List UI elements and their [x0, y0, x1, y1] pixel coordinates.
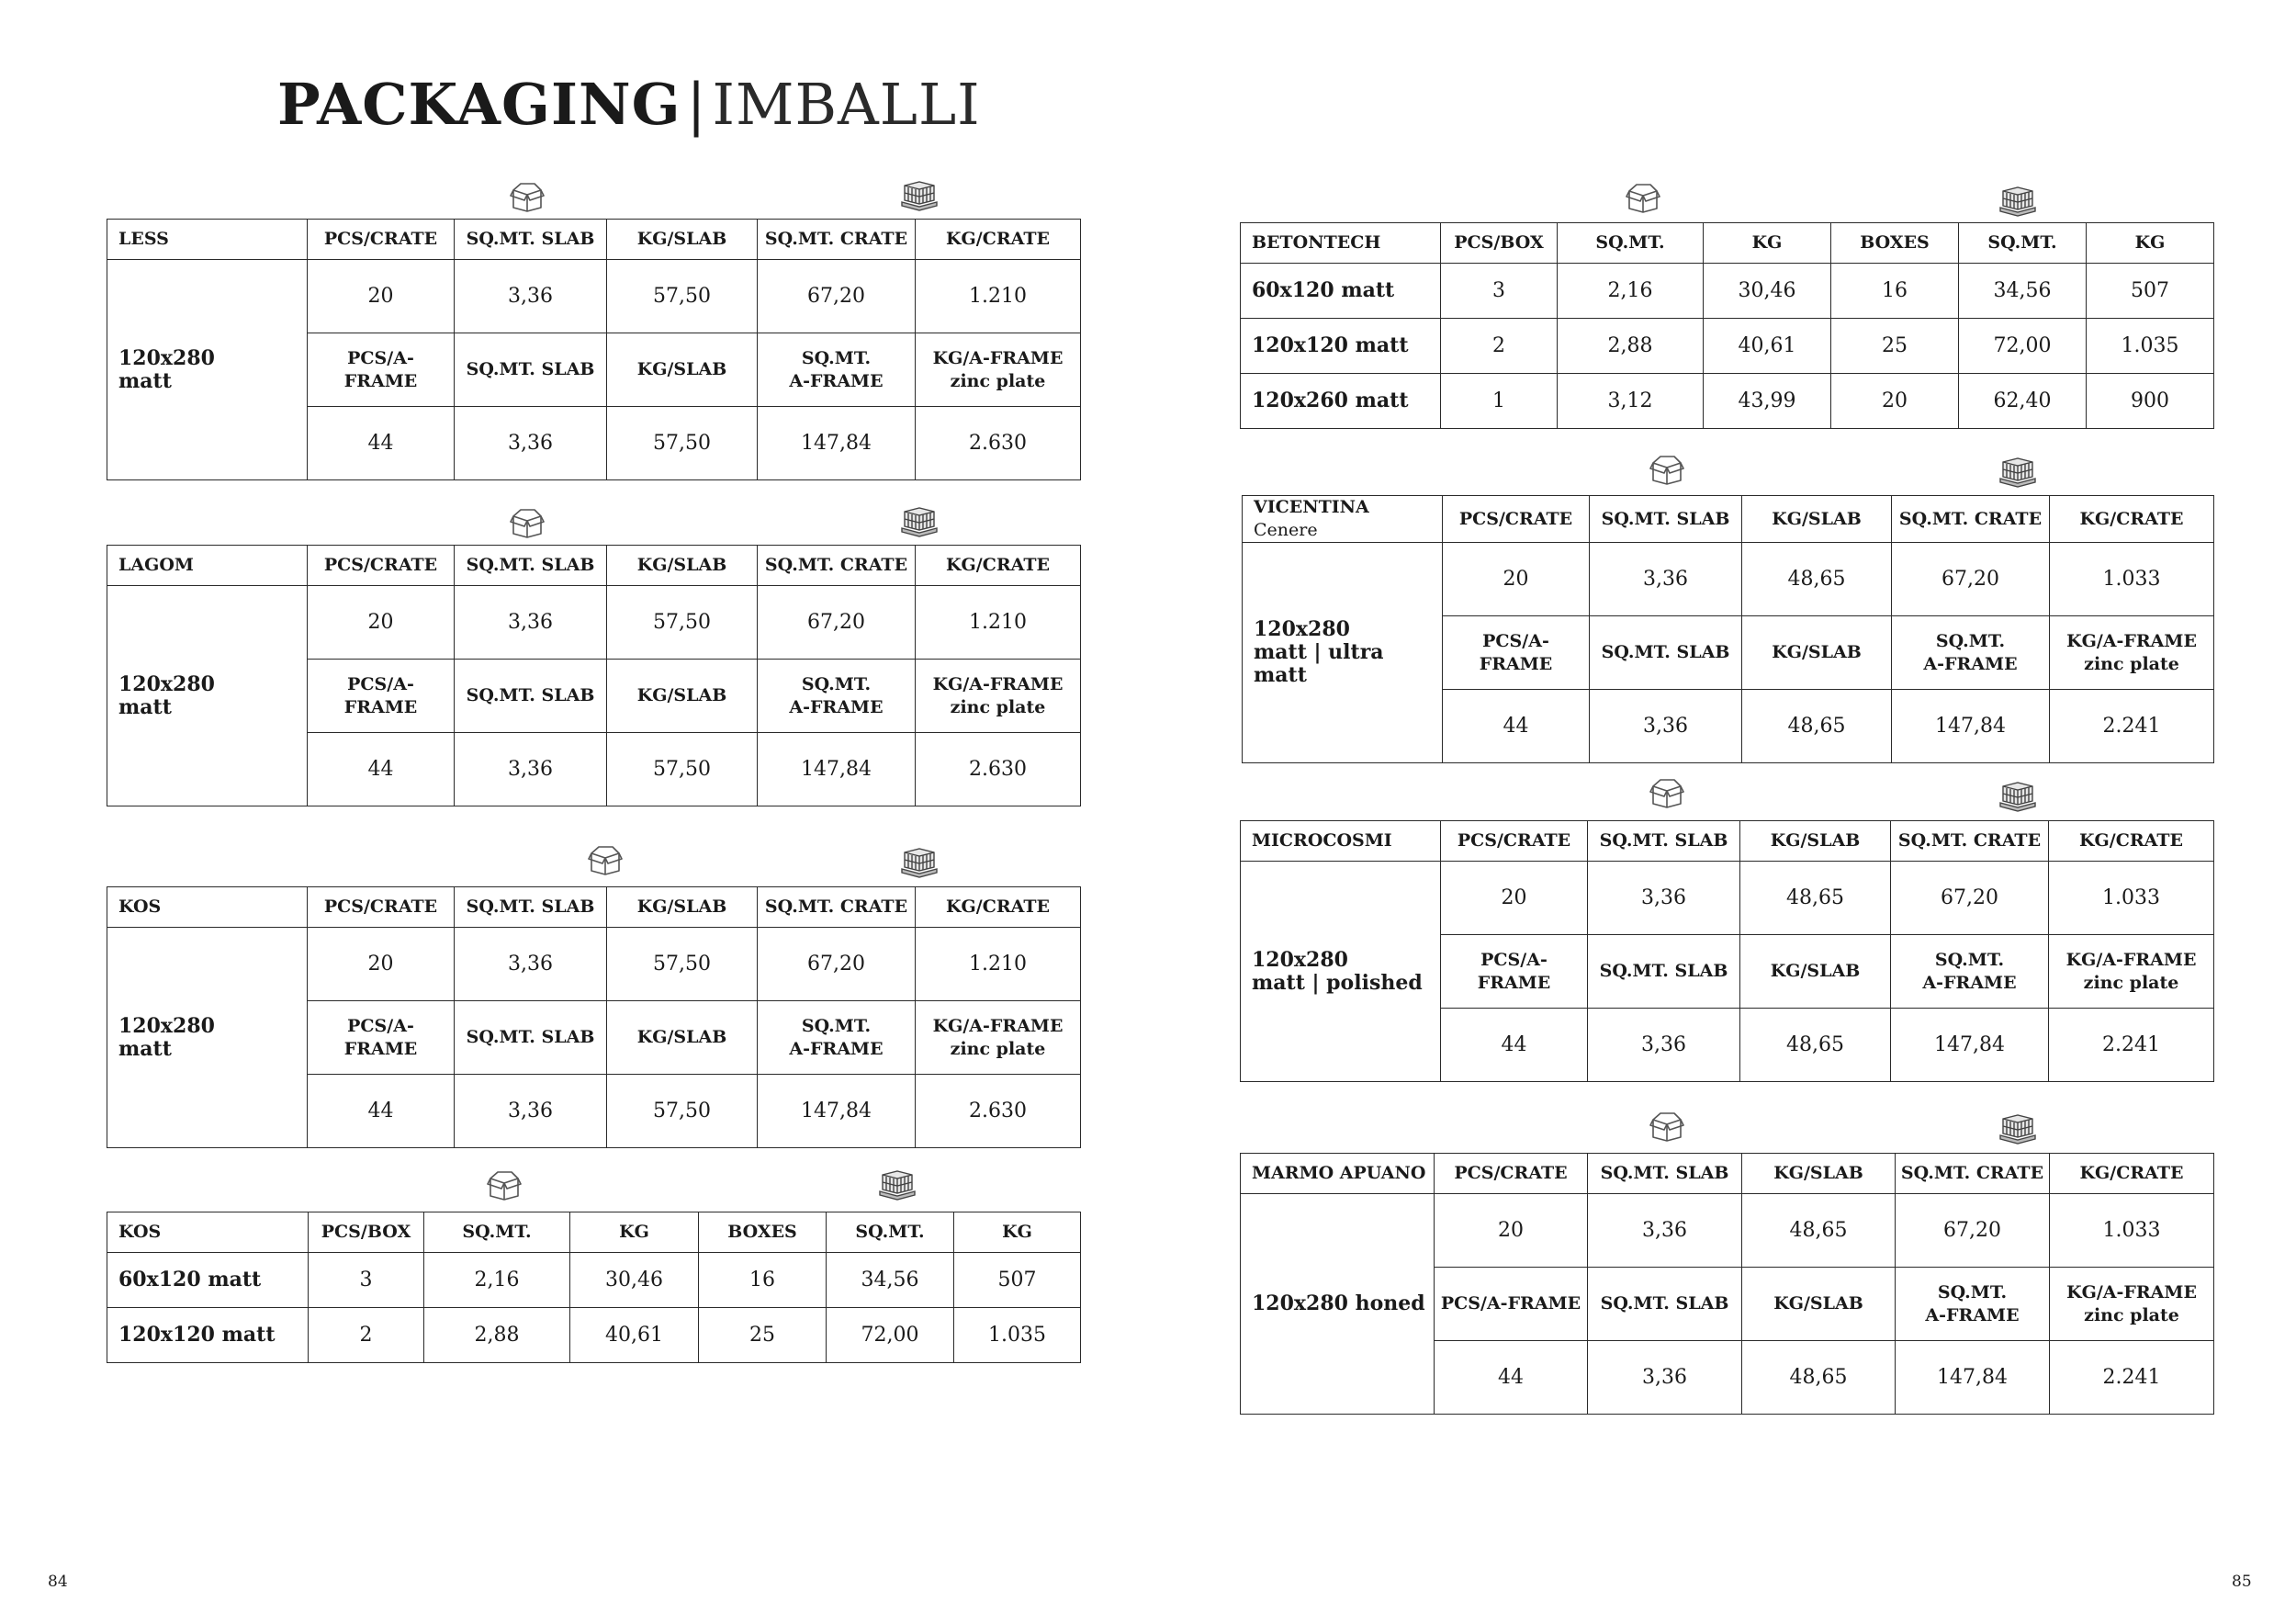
value-cell: 43,99	[1704, 374, 1831, 429]
value-cell: 3,36	[1588, 862, 1740, 935]
col-header: SQ.MT. SLAB	[455, 220, 607, 260]
box-icon	[1626, 182, 1660, 213]
col-header: SQ.MT. CRATE	[1891, 821, 2049, 862]
col-header: KG/SLAB	[1740, 821, 1891, 862]
value-cell: 2.630	[916, 1075, 1081, 1148]
value-cell: 1	[1441, 374, 1558, 429]
value-cell: 3,36	[455, 260, 607, 333]
value-cell: 20	[308, 586, 455, 660]
product-name	[1243, 496, 1443, 543]
value-cell: 3,36	[1588, 1194, 1742, 1268]
value-cell: 900	[2087, 374, 2214, 429]
value-cell: 1.035	[2087, 319, 2214, 374]
col-header: PCS/CRATE	[308, 546, 455, 586]
value-cell: 20	[1443, 543, 1590, 616]
sub-header: SQ.MT. SLAB	[455, 1001, 607, 1075]
pallet-icon	[900, 506, 939, 537]
sub-header: PCS/A-FRAME	[1435, 1268, 1588, 1341]
value-cell: 147,84	[1892, 690, 2050, 763]
format-cell	[107, 260, 308, 480]
sub-header: KG/A-FRAME zinc plate	[916, 1001, 1081, 1075]
value-cell: 147,84	[1896, 1341, 2050, 1415]
col-header: SQ.MT. SLAB	[1588, 1154, 1742, 1194]
value-cell: 3,36	[455, 1075, 607, 1148]
format-size: 120x280	[118, 345, 215, 370]
value-cell: 16	[699, 1253, 827, 1308]
sub-header: KG/A-FRAME zinc plate	[916, 333, 1081, 407]
value-cell: 57,50	[607, 407, 758, 480]
sub-header: SQ.MT. SLAB	[1588, 1268, 1742, 1341]
col-header: SQ.MT. CRATE	[1896, 1154, 2050, 1194]
col-header: KG/CRATE	[916, 220, 1081, 260]
value-cell: 3,36	[455, 733, 607, 806]
value-cell: 40,61	[1704, 319, 1831, 374]
table-lagom	[107, 545, 1081, 806]
col-header: KG/CRATE	[916, 887, 1081, 928]
value-cell: 67,20	[758, 928, 916, 1001]
col-header: PCS/CRATE	[1441, 821, 1588, 862]
sub-header: PCS/A-FRAME	[308, 1001, 455, 1075]
product-name: KOS	[107, 1212, 309, 1253]
table-marmo-apuano	[1240, 1153, 2214, 1415]
col-header: PCS/CRATE	[308, 220, 455, 260]
table-betontech	[1240, 222, 2214, 429]
col-header: KG/CRATE	[2049, 821, 2214, 862]
sub-header: KG/SLAB	[1742, 1268, 1896, 1341]
sub-header: KG/SLAB	[607, 1001, 758, 1075]
value-cell: 67,20	[1892, 543, 2050, 616]
value-cell: 3,12	[1558, 374, 1704, 429]
col-header: SQ.MT. CRATE	[758, 220, 916, 260]
format-size: 120x280 honed	[1252, 1291, 1425, 1315]
sub-header: KG/A-FRAME zinc plate	[2050, 1268, 2214, 1341]
value-cell: 3	[1441, 264, 1558, 319]
value-cell: 2.630	[916, 407, 1081, 480]
value-cell: 48,65	[1742, 543, 1892, 616]
sub-header: SQ.MT. A-FRAME	[1896, 1268, 2050, 1341]
value-cell: 72,00	[1959, 319, 2087, 374]
sub-header: SQ.MT. A-FRAME	[1891, 935, 2049, 1009]
value-cell: 2.241	[2049, 1009, 2214, 1082]
value-cell: 147,84	[1891, 1009, 2049, 1082]
value-cell: 34,56	[1959, 264, 2087, 319]
col-header: SQ.MT. SLAB	[1590, 496, 1742, 543]
col-header: BOXES	[1831, 223, 1959, 264]
col-header: PCS/CRATE	[1443, 496, 1590, 543]
value-cell: 25	[1831, 319, 1959, 374]
value-cell: 3,36	[1588, 1341, 1742, 1415]
value-cell: 67,20	[758, 260, 916, 333]
box-icon	[510, 181, 545, 212]
col-header: SQ.MT. SLAB	[455, 546, 607, 586]
value-cell: 2	[309, 1308, 424, 1363]
value-cell: 62,40	[1959, 374, 2087, 429]
sub-header: PCS/A-FRAME	[1443, 616, 1590, 690]
value-cell: 44	[308, 733, 455, 806]
value-cell: 72,00	[827, 1308, 954, 1363]
col-header: PCS/CRATE	[308, 887, 455, 928]
title-bold: PACKAGING	[277, 71, 681, 138]
value-cell: 44	[1441, 1009, 1588, 1082]
value-cell: 20	[308, 928, 455, 1001]
pallet-icon	[1998, 186, 2037, 217]
value-cell: 3,36	[455, 407, 607, 480]
col-header: KG/SLAB	[1742, 496, 1892, 543]
value-cell: 1.210	[916, 928, 1081, 1001]
col-header: PCS/CRATE	[1435, 1154, 1588, 1194]
col-header: SQ.MT.	[1959, 223, 2087, 264]
col-header: KG	[570, 1212, 699, 1253]
format-cell	[1241, 862, 1441, 1082]
table-microcosmi	[1240, 820, 2214, 1082]
value-cell: 1.035	[954, 1308, 1081, 1363]
col-header: BOXES	[699, 1212, 827, 1253]
value-cell: 3,36	[1588, 1009, 1740, 1082]
sub-header: KG/SLAB	[1742, 616, 1892, 690]
value-cell: 20	[1441, 862, 1588, 935]
value-cell: 2,16	[1558, 264, 1704, 319]
value-cell: 1.210	[916, 586, 1081, 660]
format-cell: 120x120 matt	[107, 1308, 309, 1363]
pallet-icon	[1998, 1113, 2037, 1145]
product-name: KOS	[107, 887, 308, 928]
value-cell: 57,50	[607, 260, 758, 333]
value-cell: 44	[1443, 690, 1590, 763]
format-size: 120x280	[1252, 947, 1348, 972]
sub-header: SQ.MT. SLAB	[455, 333, 607, 407]
value-cell: 67,20	[1896, 1194, 2050, 1268]
value-cell: 57,50	[607, 586, 758, 660]
product-name: MICROCOSMI	[1241, 821, 1441, 862]
sub-header: KG/A-FRAME zinc plate	[2050, 616, 2214, 690]
value-cell: 20	[308, 260, 455, 333]
sub-header: SQ.MT. A-FRAME	[1892, 616, 2050, 690]
sub-header: SQ.MT. A-FRAME	[758, 660, 916, 733]
value-cell: 25	[699, 1308, 827, 1363]
pallet-icon	[878, 1169, 917, 1201]
sub-header: PCS/A-FRAME	[308, 660, 455, 733]
product-name: LESS	[107, 220, 308, 260]
format-cell	[107, 586, 308, 806]
value-cell: 57,50	[607, 733, 758, 806]
value-cell: 48,65	[1742, 690, 1892, 763]
product-name-suffix: Cenere	[1254, 520, 1318, 540]
value-cell: 3,36	[1590, 690, 1742, 763]
value-cell: 48,65	[1740, 862, 1891, 935]
box-icon	[1649, 1111, 1684, 1142]
col-header: KG/SLAB	[607, 887, 758, 928]
value-cell: 2,16	[424, 1253, 570, 1308]
col-header: KG/SLAB	[607, 546, 758, 586]
sub-header: PCS/A-FRAME	[308, 333, 455, 407]
format-finish: matt | ultra matt	[1254, 640, 1384, 687]
col-header: PCS/BOX	[1441, 223, 1558, 264]
title-separator: |	[686, 71, 707, 138]
sub-header: SQ.MT. SLAB	[1590, 616, 1742, 690]
value-cell: 30,46	[570, 1253, 699, 1308]
col-header: KG/SLAB	[607, 220, 758, 260]
value-cell: 1.033	[2049, 862, 2214, 935]
box-icon	[588, 844, 623, 875]
sub-header: KG/SLAB	[607, 660, 758, 733]
value-cell: 1.033	[2050, 543, 2214, 616]
value-cell: 16	[1831, 264, 1959, 319]
title-light: IMBALLI	[712, 71, 981, 138]
value-cell: 48,65	[1742, 1194, 1896, 1268]
sub-header: PCS/A-FRAME	[1441, 935, 1588, 1009]
value-cell: 2.630	[916, 733, 1081, 806]
table-less	[107, 219, 1081, 480]
table-kos-box	[107, 1212, 1081, 1363]
value-cell: 44	[1435, 1341, 1588, 1415]
sub-header: KG/SLAB	[607, 333, 758, 407]
sub-header: SQ.MT. A-FRAME	[758, 1001, 916, 1075]
product-name: MARMO APUANO	[1241, 1154, 1435, 1194]
value-cell: 3,36	[455, 586, 607, 660]
pallet-icon	[900, 847, 939, 878]
value-cell: 48,65	[1742, 1341, 1896, 1415]
format-cell	[107, 928, 308, 1148]
col-header: KG	[954, 1212, 1081, 1253]
value-cell: 147,84	[758, 1075, 916, 1148]
format-size: 120x280	[118, 1013, 215, 1038]
format-cell: 120x260 matt	[1241, 374, 1441, 429]
value-cell: 3,36	[1590, 543, 1742, 616]
col-header: SQ.MT. SLAB	[455, 887, 607, 928]
format-cell: 60x120 matt	[107, 1253, 309, 1308]
col-header: KG/CRATE	[2050, 1154, 2214, 1194]
col-header: SQ.MT.	[424, 1212, 570, 1253]
format-finish: matt | polished	[1252, 970, 1423, 995]
value-cell: 2.241	[2050, 1341, 2214, 1415]
pallet-icon	[900, 180, 939, 211]
format-cell: 60x120 matt	[1241, 264, 1441, 319]
value-cell: 20	[1435, 1194, 1588, 1268]
table-vicentina	[1242, 495, 2214, 763]
value-cell: 48,65	[1740, 1009, 1891, 1082]
format-size: 120x280	[1254, 617, 1350, 641]
value-cell: 67,20	[758, 586, 916, 660]
sub-header: KG/A-FRAME zinc plate	[2049, 935, 2214, 1009]
pallet-icon	[1998, 457, 2037, 488]
format-finish: matt	[118, 1036, 172, 1061]
page-title	[277, 68, 981, 141]
product-name: BETONTECH	[1241, 223, 1441, 264]
value-cell: 20	[1831, 374, 1959, 429]
value-cell: 507	[2087, 264, 2214, 319]
box-icon	[510, 507, 545, 538]
col-header: KG	[1704, 223, 1831, 264]
value-cell: 3	[309, 1253, 424, 1308]
sub-header: KG/A-FRAME zinc plate	[916, 660, 1081, 733]
value-cell: 507	[954, 1253, 1081, 1308]
format-cell	[1243, 543, 1443, 763]
col-header: SQ.MT. CRATE	[758, 887, 916, 928]
value-cell: 147,84	[758, 407, 916, 480]
product-name-main: VICENTINA	[1254, 497, 1369, 517]
col-header: SQ.MT. CRATE	[1892, 496, 2050, 543]
format-cell	[1241, 1194, 1435, 1415]
format-size: 120x280	[118, 671, 215, 696]
col-header: SQ.MT.	[827, 1212, 954, 1253]
format-finish: matt	[118, 368, 172, 393]
value-cell: 34,56	[827, 1253, 954, 1308]
product-name: LAGOM	[107, 546, 308, 586]
box-icon	[1649, 454, 1684, 485]
col-header: KG/CRATE	[916, 546, 1081, 586]
format-cell: 120x120 matt	[1241, 319, 1441, 374]
value-cell: 1.210	[916, 260, 1081, 333]
col-header: KG/SLAB	[1742, 1154, 1896, 1194]
value-cell: 147,84	[758, 733, 916, 806]
format-finish: matt	[118, 694, 172, 719]
value-cell: 2,88	[424, 1308, 570, 1363]
sub-header: KG/SLAB	[1740, 935, 1891, 1009]
value-cell: 57,50	[607, 1075, 758, 1148]
value-cell: 2	[1441, 319, 1558, 374]
value-cell: 30,46	[1704, 264, 1831, 319]
value-cell: 44	[308, 407, 455, 480]
col-header: PCS/BOX	[309, 1212, 424, 1253]
col-header: SQ.MT.	[1558, 223, 1704, 264]
box-icon	[1649, 777, 1684, 808]
value-cell: 44	[308, 1075, 455, 1148]
value-cell: 67,20	[1891, 862, 2049, 935]
col-header: KG	[2087, 223, 2214, 264]
sub-header: SQ.MT. SLAB	[455, 660, 607, 733]
sub-header: SQ.MT. SLAB	[1588, 935, 1740, 1009]
value-cell: 2,88	[1558, 319, 1704, 374]
box-icon	[487, 1169, 522, 1201]
value-cell: 1.033	[2050, 1194, 2214, 1268]
value-cell: 57,50	[607, 928, 758, 1001]
page-number-right: 85	[2232, 1573, 2252, 1591]
col-header: SQ.MT. SLAB	[1588, 821, 1740, 862]
pallet-icon	[1998, 781, 2037, 812]
col-header: KG/CRATE	[2050, 496, 2214, 543]
sub-header: SQ.MT. A-FRAME	[758, 333, 916, 407]
value-cell: 3,36	[455, 928, 607, 1001]
value-cell: 2.241	[2050, 690, 2214, 763]
page-number-left: 84	[48, 1573, 68, 1591]
table-kos	[107, 886, 1081, 1148]
value-cell: 40,61	[570, 1308, 699, 1363]
col-header: SQ.MT. CRATE	[758, 546, 916, 586]
